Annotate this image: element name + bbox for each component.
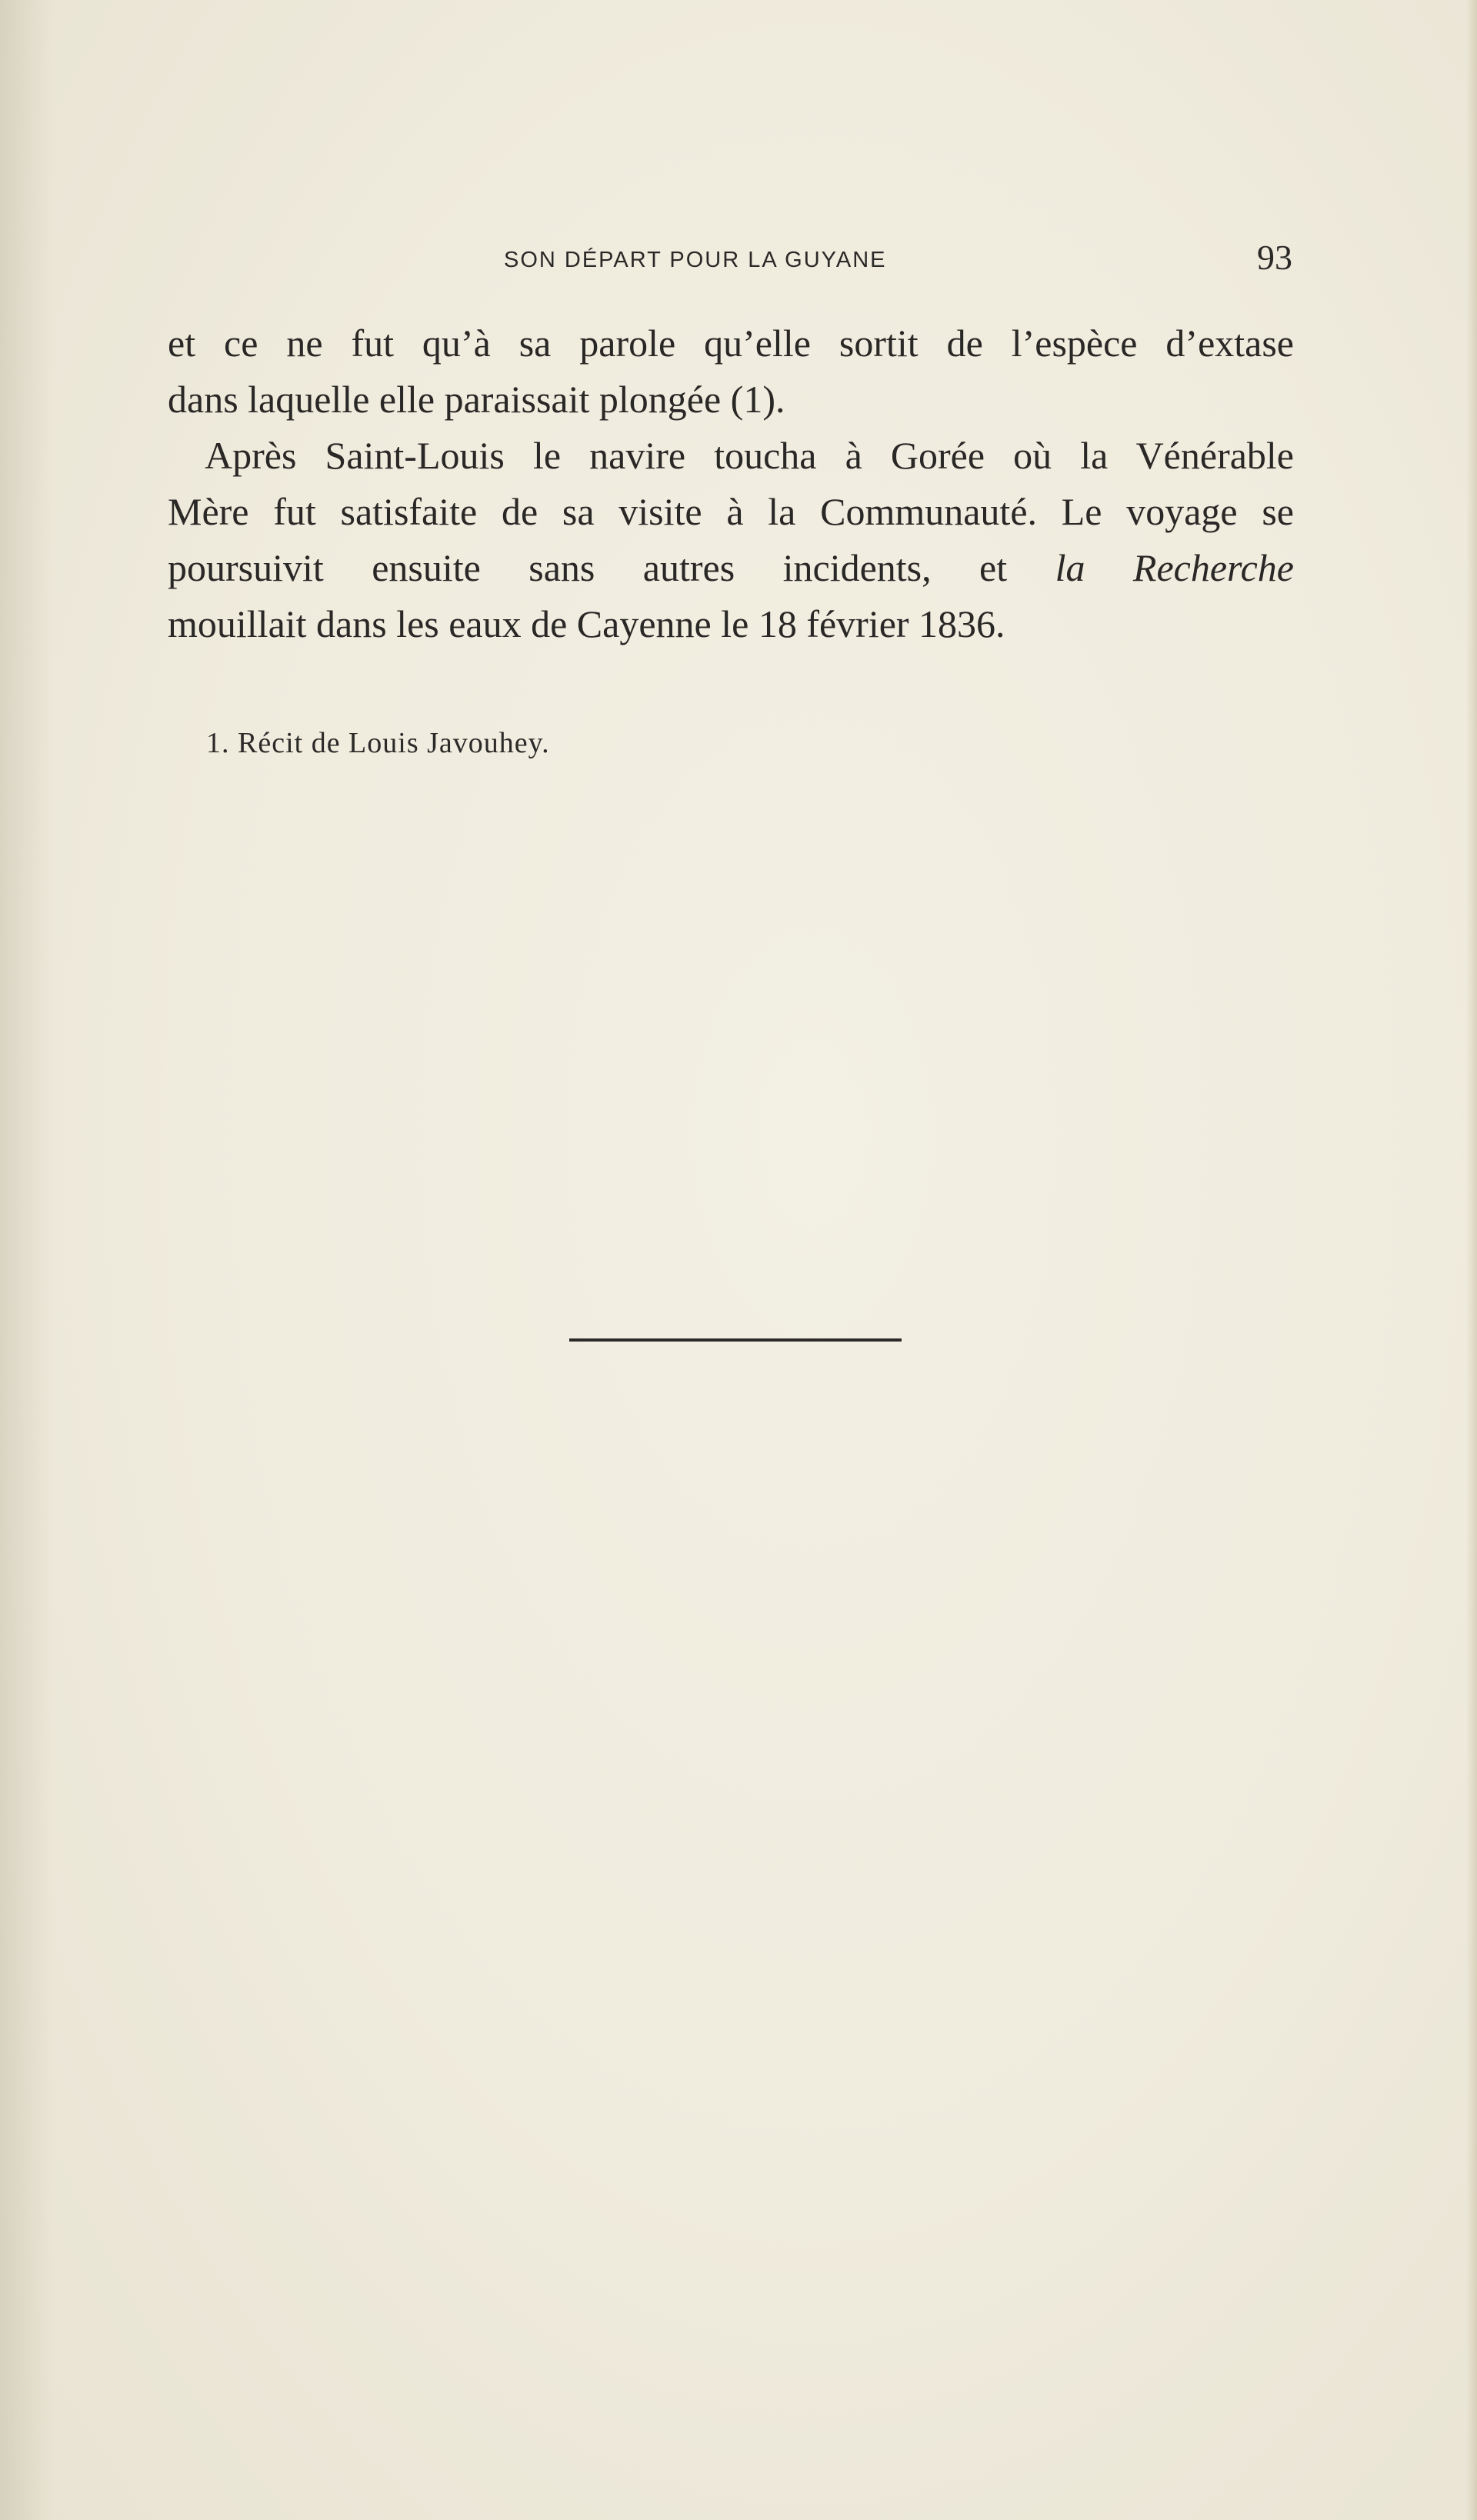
text-line-4: Mère fut satisfaite de sa visite à la Communauté. Le voyage se bbox=[168, 490, 1294, 533]
footnote: 1. Récit de Louis Javouhey. bbox=[206, 727, 550, 759]
text-line-2: dans laquelle elle paraissait plongée (1). bbox=[168, 378, 785, 421]
text-line-6: mouillait dans les eaux de Cayenne le 18 février 1836. bbox=[168, 602, 1005, 645]
running-head: SON DÉPART POUR LA GUYANE bbox=[504, 248, 887, 272]
ship-name-italic: la Recherche bbox=[1055, 546, 1295, 589]
end-rule bbox=[569, 1338, 902, 1342]
text-line-1: et ce ne fut qu’à sa parole qu’elle sortit de l’espèce d’extase bbox=[168, 322, 1294, 365]
gutter-shadow bbox=[0, 0, 54, 2520]
page-edge bbox=[1466, 0, 1477, 2520]
text-line-5-roman: poursuivit ensuite sans autres incidents, et bbox=[168, 546, 1008, 589]
text-line-3: Après Saint-Louis le navire toucha à Gorée où la Vénérable bbox=[205, 434, 1294, 477]
text-line-5 bbox=[168, 540, 1294, 596]
page-number: 93 bbox=[1257, 238, 1292, 277]
body-text bbox=[168, 315, 1294, 652]
